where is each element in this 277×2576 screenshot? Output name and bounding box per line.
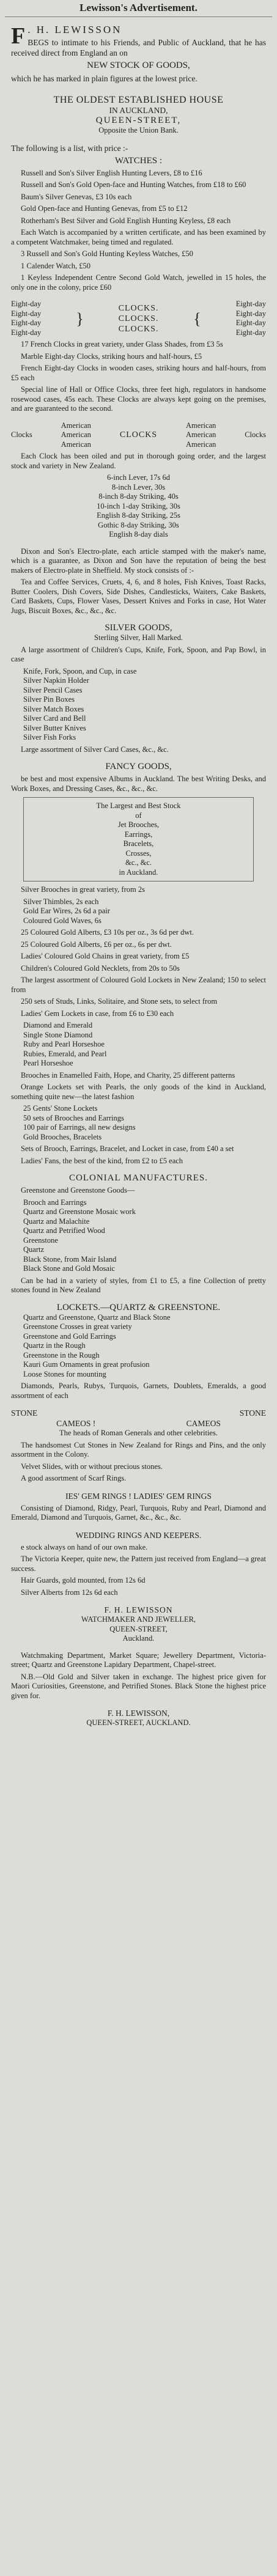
list-item: Gold Open-face and Hunting Genevas, from £5 to £12 bbox=[21, 204, 188, 213]
list-item: A good assortment of Scarf Rings. bbox=[21, 1474, 127, 1482]
list-item: Greenstone and Gold Earrings bbox=[23, 1331, 116, 1341]
clocks-list bbox=[11, 340, 266, 414]
box-line: &c., &c. bbox=[125, 858, 152, 867]
box-line: Jet Brooches, bbox=[117, 820, 160, 829]
list-item: 25 Coloured Gold Alberts, £3 10s per oz., 3s 6d per dwt. bbox=[21, 928, 194, 937]
list-item: 100 pair of Earrings, all new designs bbox=[23, 1123, 136, 1132]
american-left-tag: Clocks bbox=[11, 430, 32, 439]
clocks-mid-item: CLOCKS. bbox=[118, 303, 159, 313]
list-item: Velvet Slides, with or without precious stones. bbox=[21, 1462, 163, 1471]
list-item: Large assortment of Silver Card Cases, &c., &c. bbox=[21, 745, 169, 754]
list-item: Each Watch is accompanied by a written certificate, and has been examined by a competent Watchmaker, being timed and regulated. bbox=[11, 228, 266, 246]
watches-list bbox=[11, 169, 266, 293]
list-item: Silver Card and Bell bbox=[23, 714, 86, 723]
list-item: Black Stone, from Mair Island bbox=[23, 1254, 117, 1264]
list-item: Kauri Gum Ornaments in great profusion bbox=[23, 1360, 150, 1369]
dropcap: F bbox=[11, 24, 26, 49]
american-block bbox=[11, 421, 266, 450]
clocks-left-item: Eight-day bbox=[11, 328, 42, 337]
plate-text: Dixon and Son's Electro-plate, each article stamped with the maker's name, which is a guarantee, as Dixon and Son have the reputation of being the best makers of Electro-plate in Sheffield. My stock consists of :- bbox=[11, 546, 266, 575]
stone-left: STONE bbox=[11, 1408, 38, 1418]
list-item: Brooches in Enamelled Faith, Hope, and Charity, 25 different patterns bbox=[21, 1070, 235, 1080]
list-item: A large assortment of Children's Cups, Knife, Fork, Spoon, and Pap Bowl, in case bbox=[11, 645, 266, 663]
silver-list bbox=[11, 646, 266, 755]
list-item: 8-inch Lever, 30s bbox=[111, 482, 166, 491]
list-item: Silver Fish Forks bbox=[23, 733, 76, 742]
clocks-right-item: Eight-day bbox=[235, 309, 266, 318]
clocks-left-item: Eight-day bbox=[11, 300, 42, 308]
list-item: Rubies, Emerald, and Pearl bbox=[23, 1049, 107, 1058]
list-item: Rotherham's Best Silver and Gold English Hunting Keyless, £8 each bbox=[21, 216, 231, 225]
american-right-item: American bbox=[186, 440, 216, 449]
american-right bbox=[186, 421, 216, 450]
clocks-mid bbox=[119, 303, 159, 334]
house-line-3: QUEEN-STREET, bbox=[95, 116, 182, 125]
signature-name: F. H. LEWISSON, bbox=[107, 1709, 170, 1718]
list-item: Gold Ear Wires, 2s 6d a pair bbox=[23, 907, 110, 915]
list-item: Silver Brooches in great variety, from 2s bbox=[21, 885, 145, 894]
list-item: Russell and Son's Gold Open-face and Hunting Watches, from £18 to £60 bbox=[21, 180, 246, 189]
american-right-tag: Clocks bbox=[245, 430, 266, 439]
list-item: Greenstone bbox=[23, 1235, 58, 1245]
stone-title-left: CAMEOS ! bbox=[56, 1419, 96, 1428]
list-item: Hair Guards, gold mounted, from 12s 6d bbox=[21, 1576, 146, 1584]
stone-list bbox=[11, 1441, 266, 1484]
list-item: Quartz and Greenstone Mosaic work bbox=[23, 1207, 136, 1216]
box-line: Bracelets, bbox=[123, 839, 154, 848]
signature-address: QUEEN-STREET, AUCKLAND. bbox=[86, 1718, 191, 1727]
card-line: WATCHMAKER AND JEWELLER, bbox=[81, 1615, 196, 1624]
list-item: Ladies' Gem Lockets in case, from £6 to £30 each bbox=[21, 1009, 174, 1018]
list-item: The handsomest Cut Stones in New Zealand for Rings and Pins, and the only assortment in the Colony. bbox=[11, 1440, 266, 1459]
list-item: 17 French Clocks in great variety, under Glass Shades, from £3 5s bbox=[21, 340, 223, 348]
list-item: Silver Butter Knives bbox=[23, 723, 86, 732]
box-line: Earrings, bbox=[124, 830, 153, 839]
list-item: Russell and Son's Silver English Hunting Levers, £8 to £16 bbox=[21, 168, 202, 177]
house-line-1: THE OLDEST ESTABLISHED HOUSE bbox=[53, 95, 224, 105]
list-item: Greenstone and Greenstone Goods— bbox=[21, 1186, 135, 1194]
stock-desc: which he has marked in plain figures at the lowest price. bbox=[11, 74, 198, 83]
american-right-item: American bbox=[186, 421, 216, 430]
list-item: Silver Napkin Holder bbox=[23, 676, 89, 685]
list-item: Single Stone Diamond bbox=[23, 1030, 93, 1039]
clocks-left bbox=[11, 300, 41, 337]
list-item: Ruby and Pearl Horseshoe bbox=[23, 1040, 105, 1048]
list-item: Greenstone in the Rough bbox=[23, 1350, 100, 1360]
list-item: Quartz and Malachite bbox=[23, 1216, 90, 1226]
list-item: The Victoria Keeper, quite new, the Pattern just received from England—a great success. bbox=[11, 1555, 266, 1573]
list-item: Knife, Fork, Spoon, and Cup, in case bbox=[23, 666, 137, 675]
list-item: 6-inch Lever, 17s 6d bbox=[107, 473, 170, 482]
clocks-right-item: Eight-day bbox=[235, 328, 266, 337]
plate-items: Tea and Coffee Services, Cruets, 4, 6, and 8 holes, Fish Knives, Toast Racks, Butter Coolers, Dish Covers, Side Dishes, Candlesticks, Waiters, Cake Baskets, Card Baskets, Cups, Flower Vases, Dessert Knives and Forks in case, Hot Water Jugs, Biscuit Boxes, &c., &c., &c. bbox=[11, 578, 266, 615]
list-item: Gold Brooches, Bracelets bbox=[23, 1132, 102, 1141]
list-item: Sets of Brooch, Earrings, Bracelet, and Locket in case, from £40 a set bbox=[21, 1144, 234, 1153]
stone-title-row bbox=[11, 1418, 266, 1429]
list-item: Pearl Horseshoe bbox=[23, 1059, 73, 1067]
house-line-2: IN AUCKLAND, bbox=[109, 106, 168, 115]
list-item: Silver Thimbles, 2s each bbox=[23, 897, 99, 906]
list-item: 8-inch 8-day Striking, 40s bbox=[98, 492, 179, 501]
american-left bbox=[61, 421, 91, 450]
intro-text: BEGS to intimate to his Friends, and Public of Auckland, that he has received direct from England an on bbox=[11, 38, 266, 57]
list-item: Baum's Silver Genevas, £3 10s each bbox=[21, 192, 132, 201]
box-line: Crosses, bbox=[125, 848, 152, 858]
clocks-right-item: Eight-day bbox=[235, 300, 266, 308]
american-left-item: American bbox=[61, 421, 91, 430]
house-line-4: Opposite the Union Bank. bbox=[98, 126, 179, 134]
stone-text: The heads of Roman Generals and other celebrities. bbox=[59, 1429, 218, 1437]
list-item: Brooch and Earrings bbox=[23, 1198, 87, 1207]
american-left-item: American bbox=[61, 430, 91, 439]
clocks-right bbox=[236, 300, 266, 337]
card-line: QUEEN-STREET, bbox=[109, 1624, 168, 1633]
stone-head bbox=[11, 1408, 266, 1418]
left-brace: } bbox=[76, 309, 84, 328]
lockets-title: LOCKETS.—QUARTZ & GREENSTONE. bbox=[56, 1302, 221, 1312]
name-line: . H. LEWISSON bbox=[28, 24, 122, 35]
clocks-mid-item: CLOCKS. bbox=[118, 314, 159, 323]
list-item: Black Stone and Gold Mosaic bbox=[23, 1264, 115, 1273]
colonial-title: COLONIAL MANUFACTURES. bbox=[68, 1173, 208, 1183]
silver-title: SILVER GOODS, bbox=[105, 623, 172, 633]
right-brace: { bbox=[193, 309, 201, 328]
clocks-left-item: Eight-day bbox=[11, 318, 42, 327]
list-item: Marble Eight-day Clocks, striking hours and half-hours, £5 bbox=[21, 351, 202, 361]
list-item: Diamond and Emerald bbox=[23, 1021, 93, 1029]
list-item: 10-inch 1-day Striking, 30s bbox=[97, 501, 180, 510]
rings-title: IES' GEM RINGS ! LADIES' GEM RINGS bbox=[65, 1491, 212, 1501]
lockets-list bbox=[11, 1313, 266, 1401]
list-item: Quartz and Petrified Wood bbox=[23, 1226, 105, 1235]
list-item: English 8-day dials bbox=[109, 530, 168, 539]
list-item: Greenstone Crosses in great variety bbox=[23, 1322, 132, 1331]
list-item: Orange Lockets set with Pearls, the only goods of the kind in Auckland, something quite new—the latest fashion bbox=[11, 1083, 266, 1101]
list-item: 50 sets of Brooches and Earrings bbox=[23, 1113, 124, 1122]
list-item: Ladies' Fans, the best of the kind, from £2 to £5 each bbox=[21, 1156, 183, 1165]
list-item: Quartz and Greenstone, Quartz and Black Stone bbox=[23, 1312, 171, 1322]
fancy-title: FANCY GOODS, bbox=[105, 762, 172, 771]
clocks-block bbox=[11, 300, 266, 337]
list-item: 3 Russell and Son's Gold Hunting Keyless Watches, £50 bbox=[21, 249, 193, 258]
list-item: Ladies' Coloured Gold Chains in great variety, from £5 bbox=[21, 952, 190, 960]
card-line: F. H. LEWISSON bbox=[104, 1605, 173, 1614]
list-item: Special line of Hall or Office Clocks, three feet high, regulators in handsome rosewood cases, 45s each. These Clocks are always kept going on the premises, and are guaranteed to the second. bbox=[11, 385, 266, 413]
jewellery-list bbox=[11, 885, 266, 1166]
american-left-item: American bbox=[61, 440, 91, 449]
american-right-item: American bbox=[186, 430, 216, 439]
box-line: The Largest and Best Stock bbox=[96, 801, 181, 810]
list-item: Children's Coloured Gold Necklets, from 20s to 50s bbox=[21, 963, 180, 973]
list-item: 1 Keyless Independent Centre Second Gold Watch, jewelled in 15 holes, the only one in the colony, price £60 bbox=[11, 273, 266, 292]
rings-text: Consisting of Diamond, Ridgy, Pearl, Turquois, Ruby and Pearl, Diamond and Emerald, Diamond and Turquois, Garnet, &c., &c., &c. bbox=[11, 1503, 266, 1522]
clocks-right-item: Eight-day bbox=[235, 318, 266, 327]
box-line: of bbox=[135, 811, 142, 820]
box-note: in Auckland. bbox=[119, 867, 158, 877]
list-item: The largest assortment of Coloured Gold Lockets in New Zealand; 150 to select from bbox=[11, 976, 266, 994]
wedding-list bbox=[11, 1543, 266, 1598]
stone-right: STONE bbox=[239, 1408, 266, 1418]
list-item: Quartz in the Rough bbox=[23, 1341, 86, 1350]
card-line: Auckland. bbox=[122, 1634, 155, 1643]
footer-para-1: Watchmaking Department, Market Square; Jewellery Department, Victoria-street; Quartz and Greenstone Lapidary Department, Chapel-street. bbox=[11, 1650, 266, 1669]
american-mid: CLOCKS bbox=[119, 430, 158, 440]
wedding-title: WEDDING RINGS AND KEEPERS. bbox=[75, 1530, 202, 1540]
list-item: Silver Match Boxes bbox=[23, 704, 84, 713]
ad-body bbox=[11, 24, 266, 2576]
colonial-list bbox=[11, 1186, 266, 1295]
list-item: Gothic 8-day Striking, 30s bbox=[98, 520, 179, 529]
fancy-text: be best and most expensive Albums in Auckland. The best Writing Desks, and Work Boxes, and Dressing Cases, &c., &c., &c. bbox=[11, 775, 266, 793]
clocks-left-item: Eight-day bbox=[11, 309, 42, 318]
american-note: Each Clock has been oiled and put in thorough going order, and the largest stock and variety in New Zealand. bbox=[11, 452, 266, 470]
list-item: 25 Gents' Stone Lockets bbox=[23, 1104, 98, 1113]
page-header: Lewisson's Advertisement. bbox=[79, 2, 198, 13]
list-item: Loose Stones for mounting bbox=[23, 1369, 106, 1378]
list-item: French Eight-day Clocks in wooden cases, striking hours and half-hours, from £5 each bbox=[11, 364, 266, 382]
list-item: e stock always on hand of our own make. bbox=[21, 1542, 148, 1551]
silver-sub: Sterling Silver, Hall Marked. bbox=[94, 633, 183, 642]
list-item: Diamonds, Pearls, Rubys, Turquois, Garnets, Doublets, Emeralds, a good assortment of each bbox=[11, 1382, 266, 1400]
list-item: Silver Pencil Cases bbox=[23, 685, 83, 694]
stock-box bbox=[23, 797, 254, 881]
business-card bbox=[11, 1605, 266, 1644]
list-item: 1 Calender Watch, £50 bbox=[21, 261, 91, 270]
list-item: 250 sets of Studs, Links, Solitaire, and Stone sets, to select from bbox=[21, 997, 218, 1006]
list-item: 25 Coloured Gold Alberts, £6 per oz., 6s per dwt. bbox=[21, 940, 172, 949]
list-item: English 8-day Striking, 25s bbox=[97, 511, 180, 520]
list-item: Silver Alberts from 12s 6d each bbox=[21, 1588, 118, 1597]
list-item: Can be had in a variety of styles, from £1 to £5, a fine Collection of pretty stones found in New Zealand bbox=[11, 1276, 266, 1294]
list-item: Coloured Gold Waves, 6s bbox=[23, 916, 102, 925]
stone-title-right: CAMEOS bbox=[186, 1419, 221, 1428]
clocks-mid-item: CLOCKS. bbox=[118, 324, 159, 334]
notice-block bbox=[11, 24, 266, 84]
watches-intro: The following is a list, with price :- bbox=[11, 143, 128, 153]
footer-para-2: N.B.—Old Gold and Silver taken in exchange. The highest price given for Maori Curiosities, Greenstone, and Petrified Stones. Black Stone the highest price given for. bbox=[11, 1672, 266, 1700]
list-item: Silver Pin Boxes bbox=[23, 695, 75, 704]
watches-title: WATCHES : bbox=[114, 155, 163, 166]
stock-title: NEW STOCK OF GOODS, bbox=[87, 61, 190, 70]
american-list bbox=[11, 473, 266, 540]
list-item: Quartz bbox=[23, 1245, 45, 1254]
